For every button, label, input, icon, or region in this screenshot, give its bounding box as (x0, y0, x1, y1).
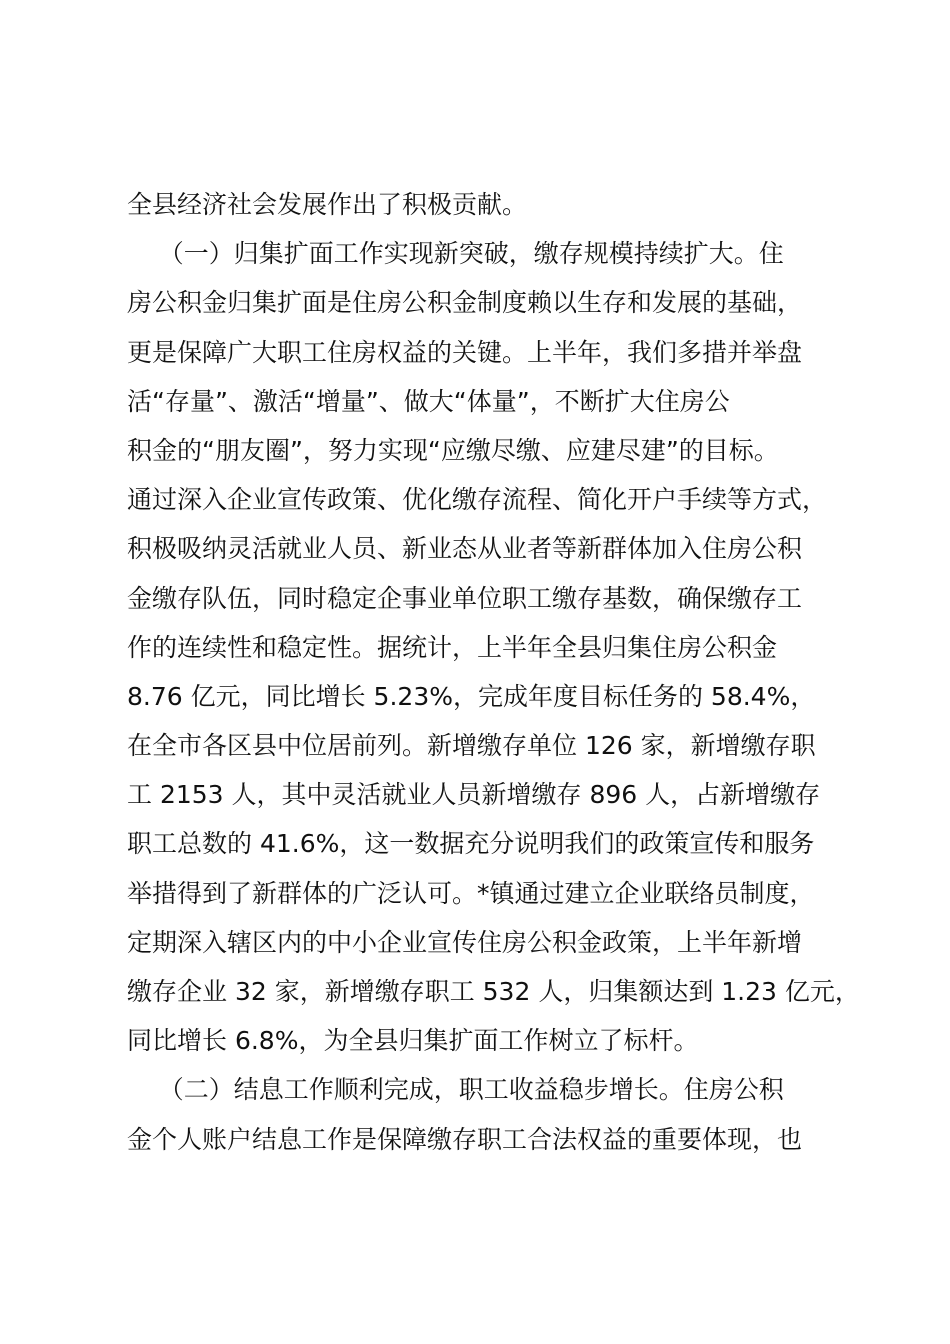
text-line: 金缴存队伍，同时稳定企事业单位职工缴存基数，确保缴存工 (127, 583, 803, 613)
text-line: 举措得到了新群体的广泛认可。*镇通过建立企业联络员制度， (127, 878, 815, 908)
text-line: 8.76 亿元，同比增长 5.23%，完成年度目标任务的 58.4%， (127, 681, 816, 711)
text-line: 通过深入企业宣传政策、优化缴存流程、简化开户手续等方式， (127, 485, 828, 515)
text-line: 积极吸纳灵活就业人员、新业态从业者等新群体加入住房公积 (127, 534, 803, 564)
text-line: 更是保障广大职工住房权益的关键。上半年，我们多措并举盘 (127, 337, 803, 367)
text-line: 职工总数的 41.6%，这一数据充分说明我们的政策宣传和服务 (127, 829, 815, 859)
text-line: 缴存企业 32 家，新增缴存职工 532 人，归集额达到 1.23 亿元， (127, 977, 860, 1006)
text-line: 房公积金归集扩面是住房公积金制度赖以生存和发展的基础， (127, 288, 803, 318)
text-line: 积金的“朋友圈”，努力实现“应缴尽缴、应建尽建”的目标。 (127, 435, 779, 465)
text-line: （一）归集扩面工作实现新突破，缴存规模持续扩大。住 (127, 239, 784, 269)
text-line: 作的连续性和稳定性。据统计，上半年全县归集住房公积金 (127, 632, 778, 662)
body-text (127, 185, 867, 1169)
text-line: 金个人账户结息工作是保障缴存职工合法权益的重要体现，也 (127, 1124, 803, 1154)
text-line: 工 2153 人，其中灵活就业人员新增缴存 896 人，占新增缴存 (127, 780, 821, 810)
text-line: 全县经济社会发展作出了积极贡献。 (127, 190, 528, 219)
text-line: （二）结息工作顺利完成，职工收益稳步增长。住房公积 (127, 1075, 784, 1105)
text-line: 同比增长 6.8%，为全县归集扩面工作树立了标杆。 (127, 1026, 699, 1056)
text-line: 活“存量”、激活“增量”、做大“体量”，不断扩大住房公 (127, 386, 730, 416)
text-line: 定期深入辖区内的中小企业宣传住房公积金政策，上半年新增 (127, 927, 803, 957)
text-line: 在全市各区县中位居前列。新增缴存单位 126 家，新增缴存职 (127, 731, 816, 761)
